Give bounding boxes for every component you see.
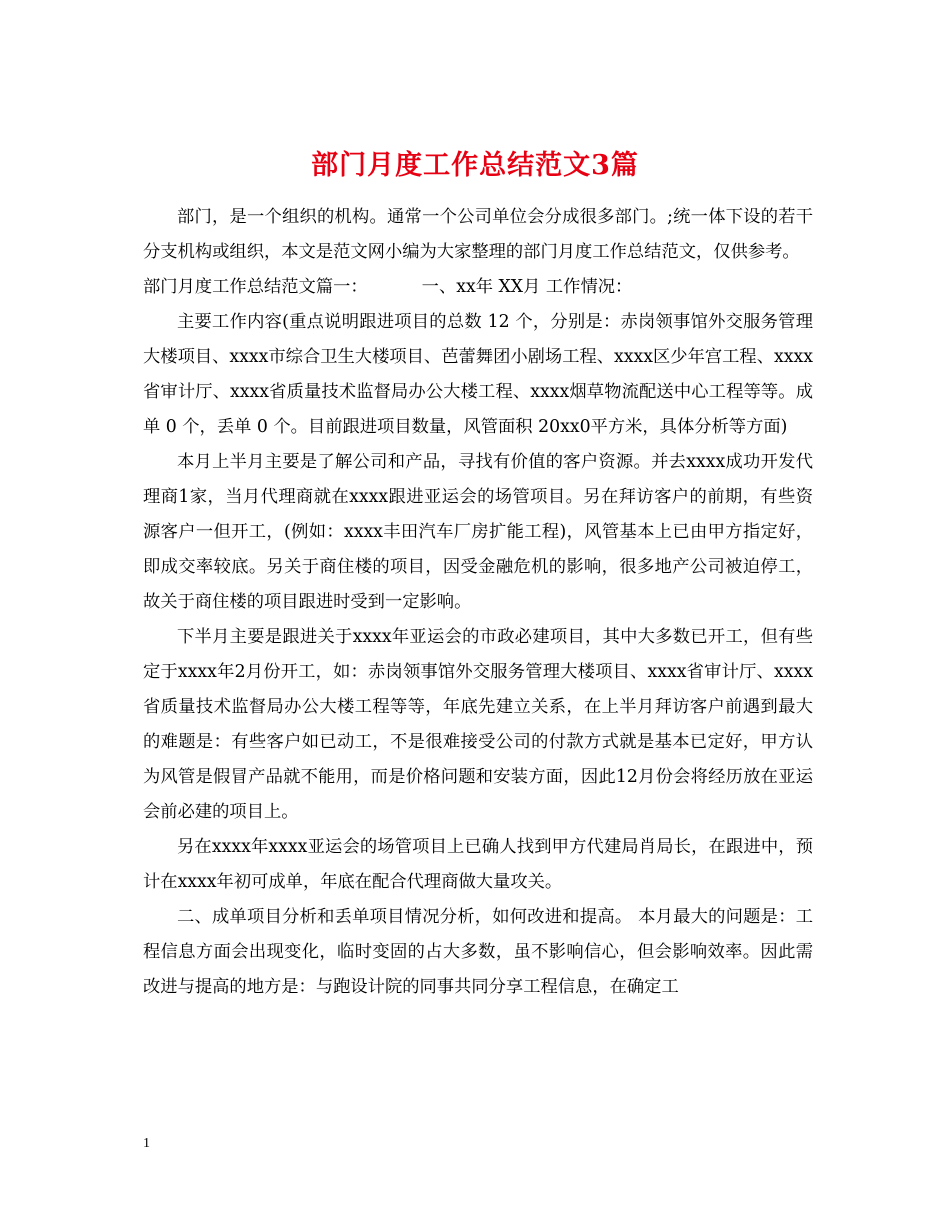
- body-paragraph-1: 主要工作内容(重点说明跟进项目的总数 12 个，分别是：赤岗领事馆外交服务管理大楼项目、xxxx市综合卫生大楼项目、芭蕾舞团小剧场工程、xxxx区少年宫工程、xxxx省审计厅、xxxx省质量技术监督局办公大楼工程、xxxx烟草物流配送中心工程等等。成单 0 个，丢单 0 个。目前跟进项目数量，风管面积 20xx0平方米，具体分析等方面): [143, 312, 813, 437]
- body-paragraph-2: 本月上半月主要是了解公司和产品，寻找有价值的客户资源。并去xxxx成功开发代理商1家，当月代理商就在xxxx跟进亚运会的场管项目。另在拜访客户的前期，有些资源客户一但开工，(例如：xxxx丰田汽车厂房扩能工程)，风管基本上已由甲方指定好，即成交率较底。另关于商住楼的项目，因受金融危机的影响，很多地产公司被迫停工，故关于商住楼的项目跟进时受到一定影响。: [143, 452, 813, 612]
- document-body: [143, 200, 813, 1005]
- body-paragraph-5: 二、成单项目分析和丢单项目情况分析，如何改进和提高。 本月最大的问题是：工程信息方面会出现变化，临时变固的占大多数，虽不影响信心，但会影响效率。因此需改进与提高的地方是：与跑设计院的同事共同分享工程信息，在确定工: [143, 907, 813, 997]
- document-title: 部门月度工作总结范文3篇: [311, 150, 639, 182]
- page-number: 1: [143, 1136, 150, 1151]
- intro-paragraph: 部门，是一个组织的机构。通常一个公司单位会分成很多部门。;统一体下设的若干分支机构或组织，本文是范文网小编为大家整理的部门月度工作总结范文，仅供参考。: [143, 207, 813, 262]
- section-heading: [143, 270, 813, 305]
- body-paragraph-4: 另在xxxx年xxxx亚运会的场管项目上已确人找到甲方代建局肖局长，在跟进中，预计在xxxx年初可成单，年底在配合代理商做大量攻关。: [143, 837, 813, 892]
- section-heading-title: 部门月度工作总结范文篇一：: [143, 277, 368, 297]
- section-heading-subtitle: 一、xx年 XX月 工作情况：: [421, 277, 633, 297]
- body-paragraph-3: 下半月主要是跟进关于xxxx年亚运会的市政必建项目，其中大多数已开工，但有些定于xxxx年2月份开工，如：赤岗领事馆外交服务管理大楼项目、xxxx省审计厅、xxxx省质量技术监督局办公大楼工程等等，年底先建立关系，在上半月拜访客户前遇到最大的难题是：有些客户如已动工，不是很难接受公司的付款方式就是基本已定好，甲方认为风管是假冒产品就不能用，而是价格问题和安装方面，因此12月份会将经历放在亚运会前必建的项目上。: [143, 627, 813, 822]
